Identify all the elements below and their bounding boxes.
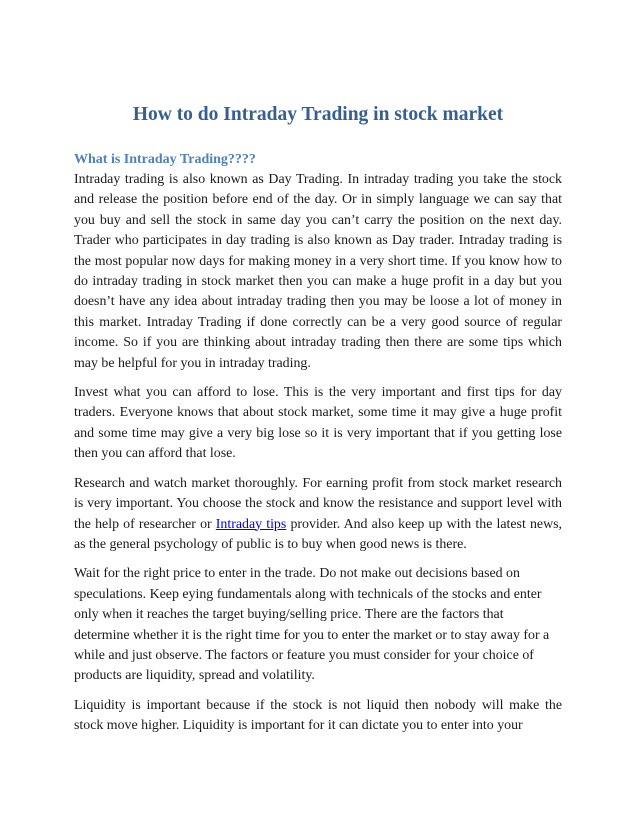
paragraph-research-text-after-link: provider. And also keep up with the latest news, as the general psychology of public is to buy when good news is there. xyxy=(74,516,562,552)
document-body xyxy=(74,103,562,746)
paragraph-liquidity: Liquidity is important because if the stock is not liquid then nobody will make the stock move higher. Liquidity is important for it can dictate you to enter into your xyxy=(74,697,562,734)
paragraph-intro: Intraday trading is also known as Day Trading. In intraday trading you take the stock and release the position before end of the day. Or in simply language we can say that you buy and sell the stock in same day you can’t carry the position on the next day. Trader who participates in day trading is also known as Day trader. Intraday trading is the most popular now days for making money in a very short time. If you know how to do intraday trading in stock market then you can make a huge profit in a day but you doesn’t have any idea about intraday trading then you may be loose a lot of money in this market. Intraday Trading if done correctly can be a very good source of regular income. So if you are thinking about intraday trading then there are some tips which may be helpful for you in intraday trading. xyxy=(74,172,562,371)
paragraph-right-price: Wait for the right price to enter in the trade. Do not make out decisions based on speculations. Keep eying fundamentals along with technicals of the stocks and enter only when it reaches the target buying/selling price. There are the factors that determine whether it is the right time for you to enter the market or to stay away for a while and just observe. The factors or feature you must consider for your choice of products are liquidity, spread and volatility. xyxy=(74,566,550,684)
section-heading: What is Intraday Trading???? xyxy=(74,152,256,167)
document-title: How to do Intraday Trading in stock market xyxy=(132,104,504,125)
intraday-tips-link[interactable]: Intraday tips xyxy=(215,516,287,532)
paragraph-research xyxy=(74,474,562,556)
paragraph-research-text-before-link: Research and watch market thoroughly. For earning profit from stock market research is very important. You choose the stock and know the resistance and support level with the help of researcher or xyxy=(74,475,562,532)
paragraph-afford-to-lose: Invest what you can afford to lose. This is the very important and first tips for day traders. Everyone knows that about stock market, some time it may give a huge profit and some time may give a very big lose so it is very important that if you getting lose then you can afford that lose. xyxy=(74,385,562,462)
